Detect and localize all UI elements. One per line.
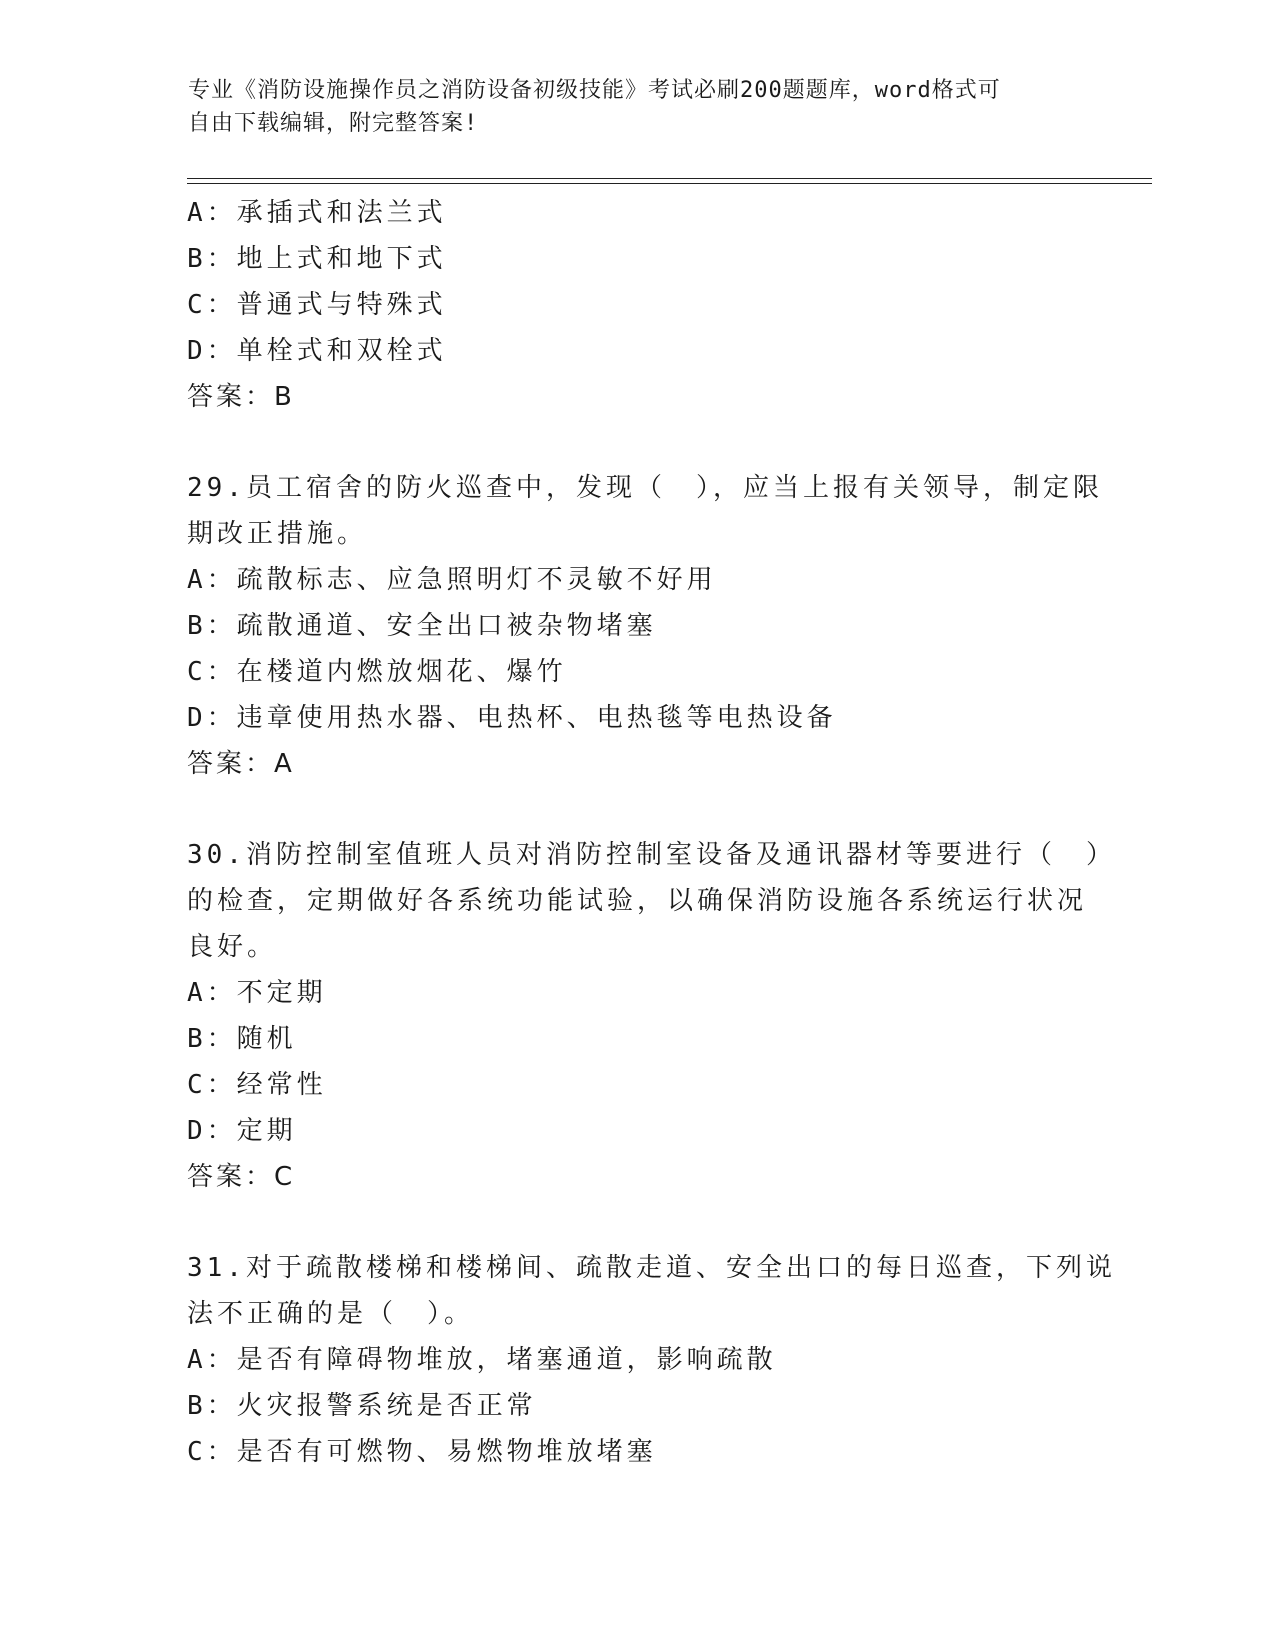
spacer <box>187 420 1087 465</box>
option-a: A：是否有障碍物堆放，堵塞通道，影响疏散 <box>187 1345 777 1375</box>
question-stem-line: 31.对于疏散楼梯和楼梯间、疏散走道、安全出口的每日巡查，下列说 <box>187 1253 1116 1283</box>
option-b: B：疏散通道、安全出口被杂物堵塞 <box>187 611 657 641</box>
answer-line: 答案：C <box>187 1162 296 1192</box>
answer-line: 答案：B <box>187 382 295 412</box>
spacer <box>187 787 1087 832</box>
option-c: C：经常性 <box>187 1070 327 1100</box>
document-header <box>188 74 1068 140</box>
question-stem-line: 29.员工宿舍的防火巡查中，发现（ ），应当上报有关领导，制定限 <box>187 473 1103 503</box>
option-c: C：普通式与特殊式 <box>187 290 447 320</box>
question-stem-line: 良好。 <box>187 932 278 962</box>
question-28 <box>187 190 1087 420</box>
option-d: D：违章使用热水器、电热杯、电热毯等电热设备 <box>187 703 837 733</box>
option-a: A：承插式和法兰式 <box>187 198 447 228</box>
spacer <box>187 1200 1087 1245</box>
option-c: C：在楼道内燃放烟花、爆竹 <box>187 657 567 687</box>
answer-line: 答案：A <box>187 749 295 779</box>
question-stem-line: 的检查，定期做好各系统功能试验，以确保消防设施各系统运行状况 <box>187 886 1088 916</box>
option-b: B：地上式和地下式 <box>187 244 447 274</box>
option-d: D：定期 <box>187 1116 297 1146</box>
header-line-2: 自由下载编辑，附完整答案! <box>188 111 479 136</box>
header-divider-bottom <box>187 183 1152 184</box>
header-line-1: 专业《消防设施操作员之消防设备初级技能》考试必刷200题题库，word格式可 <box>188 78 1001 103</box>
question-31 <box>187 1245 1116 1475</box>
question-stem-line: 法不正确的是（ ）。 <box>187 1299 475 1329</box>
question-list <box>187 190 1116 1475</box>
question-stem-line: 期改正措施。 <box>187 519 368 549</box>
question-30 <box>187 832 1116 1200</box>
option-a: A：不定期 <box>187 978 327 1008</box>
option-d: D：单栓式和双栓式 <box>187 336 447 366</box>
option-c: C：是否有可燃物、易燃物堆放堵塞 <box>187 1437 657 1467</box>
question-stem-line: 30.消防控制室值班人员对消防控制室设备及通讯器材等要进行（ ） <box>187 840 1116 870</box>
question-29 <box>187 465 1103 787</box>
option-b: B：随机 <box>187 1024 297 1054</box>
option-a: A：疏散标志、应急照明灯不灵敏不好用 <box>187 565 717 595</box>
option-b: B：火灾报警系统是否正常 <box>187 1391 537 1421</box>
header-divider-top <box>187 178 1152 179</box>
